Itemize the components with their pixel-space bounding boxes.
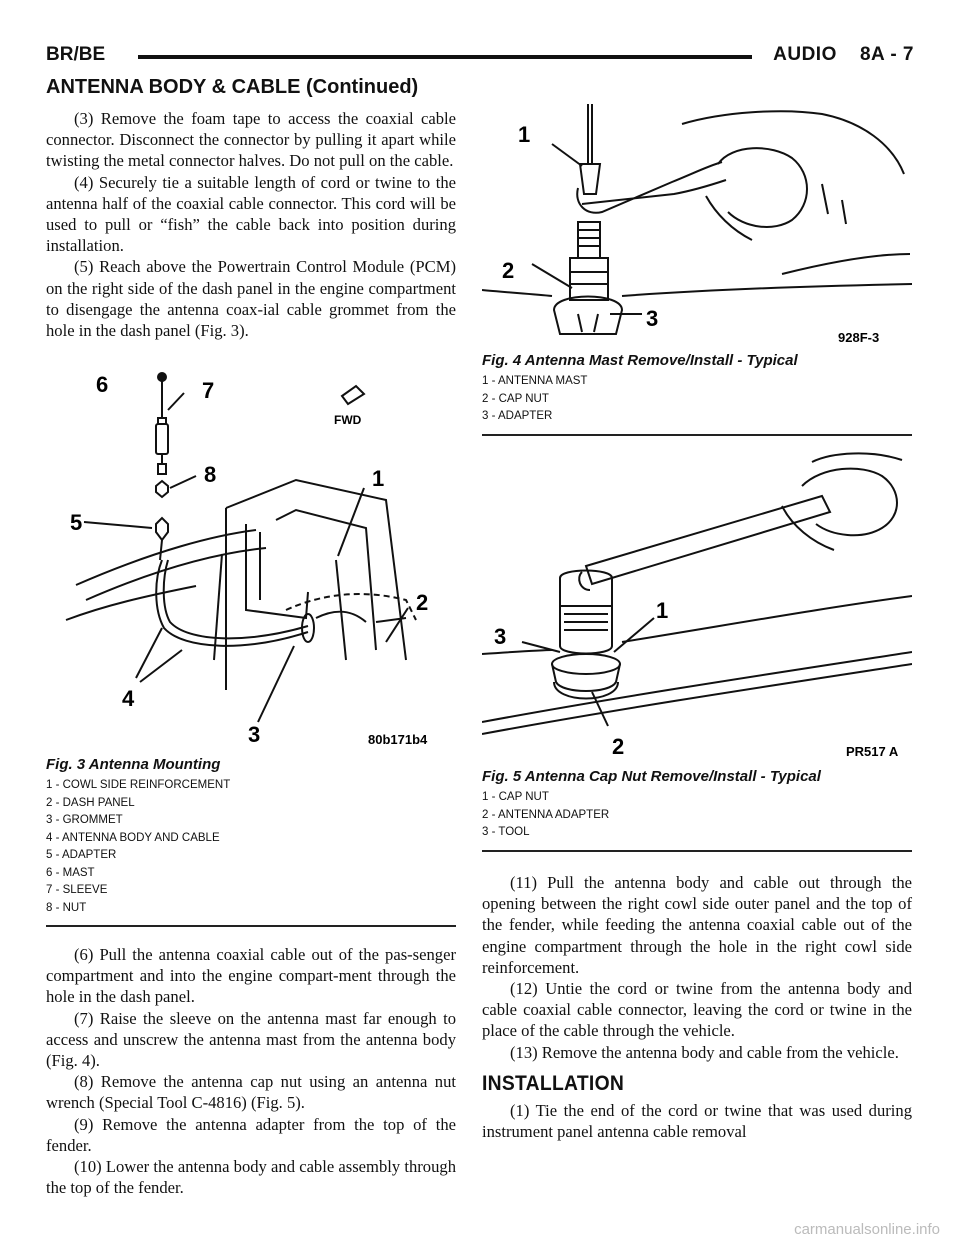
legend-item: 1 - CAP NUT (482, 791, 549, 803)
fig4-rule (482, 434, 912, 436)
fig5-callout-2: 2 (612, 734, 625, 759)
fig5-caption: Fig. 5 Antenna Cap Nut Remove/Install - Typical (482, 768, 821, 785)
fig4-legend (482, 373, 912, 426)
fig4-caption: Fig. 4 Antenna Mast Remove/Install - Typical (482, 352, 798, 369)
fig5-legend (482, 789, 912, 842)
right-column-text (482, 872, 912, 1142)
step-11: (11) Pull the antenna body and cable out through the opening between the right cowl side outer panel and the top of the fender, while feeding the antenna coaxial cable out of the engine compartment through the hole in the right cowl side reinforcement. (482, 873, 912, 977)
fwd-label: FWD (334, 413, 362, 427)
legend-item: 1 - COWL SIDE REINFORCEMENT (46, 779, 231, 791)
header-section-page: AUDIO 8A - 7 (773, 44, 914, 65)
watermark: carmanualsonline.info (794, 1221, 940, 1238)
legend-item: 4 - ANTENNA BODY AND CABLE (46, 831, 220, 844)
step-12: (12) Untie the cord or twine from the antenna body and cable coaxial cable connector, leaving the cord or twine in the place of the cable through the vehicle. (482, 979, 912, 1041)
figure-3 (46, 360, 456, 927)
fig3-callout-2: 2 (416, 590, 429, 615)
legend-item: 2 - ANTENNA ADAPTER (482, 808, 610, 821)
fig4-callout-3: 3 (646, 306, 659, 331)
fig3-callout-7: 7 (202, 378, 215, 403)
fig5-callout-3: 3 (494, 624, 507, 649)
install-step-1: (1) Tie the end of the cord or twine that was used during instrument panel antenna cable removal (482, 1101, 912, 1142)
fig3-callout-6: 6 (96, 372, 109, 397)
fig5-code: PR517 A (846, 744, 899, 759)
header-model: BR/BE (46, 44, 106, 65)
fig4-callout-2: 2 (502, 258, 515, 283)
antenna-cap-nut-illustration (482, 446, 912, 764)
fig3-callout-3: 3 (248, 722, 261, 747)
page-header (46, 44, 914, 70)
legend-item: 8 - NUT (46, 901, 87, 914)
continued-heading: ANTENNA BODY & CABLE (Continued) (46, 76, 419, 98)
legend-item: 3 - TOOL (482, 826, 530, 838)
figure-5 (482, 446, 912, 852)
step-3: (3) Remove the foam tape to access the coaxial cable connector. Disconnect the connector by pulling it apart while twisting the metal connector halves. Do not pull on the cable. (46, 109, 456, 171)
fig3-code: 80b171b4 (368, 732, 428, 747)
step-6: (6) Pull the antenna coaxial cable out of the pas-senger compartment and into the engine compart-ment through the hole in the dash panel. (46, 945, 456, 1007)
fig3-callout-5: 5 (70, 510, 83, 535)
step-9: (9) Remove the antenna adapter from the top of the fender. (46, 1114, 456, 1155)
fig3-caption: Fig. 3 Antenna Mounting (46, 756, 221, 773)
legend-item: 6 - MAST (46, 866, 95, 879)
antenna-mast-illustration (482, 104, 912, 348)
step-5: (5) Reach above the Powertrain Control Module (PCM) on the right side of the dash panel in the engine compartment to disengage the antenna coax-ial cable grommet from the hole in the dash panel (Fig. 3). (46, 257, 456, 341)
antenna-mounting-illustration (46, 360, 456, 752)
fig3-rule (46, 925, 456, 927)
step-4: (4) Securely tie a suitable length of cord or twine to the antenna half of the coaxial cable connector. This cord will be used to pull or “fish” the cable back into position during installation. (46, 172, 456, 256)
left-column-bottom (46, 944, 456, 1198)
legend-item: 3 - GROMMET (46, 814, 123, 826)
fig3-callout-4: 4 (122, 686, 135, 711)
fig4-code: 928F-3 (838, 330, 880, 345)
installation-heading: INSTALLATION (482, 1071, 625, 1095)
legend-item: 3 - ADAPTER (482, 410, 553, 422)
legend-item: 2 - CAP NUT (482, 392, 549, 405)
fig3-legend (46, 777, 456, 917)
step-8: (8) Remove the antenna cap nut using an antenna nut wrench (Special Tool C-4816) (Fig. 5). (46, 1072, 456, 1113)
step-10: (10) Lower the antenna body and cable assembly through the top of the fender. (46, 1157, 456, 1198)
fig5-rule (482, 850, 912, 852)
left-column-top (46, 108, 456, 341)
figure-4 (482, 104, 912, 436)
legend-item: 1 - ANTENNA MAST (482, 375, 588, 387)
step-13: (13) Remove the antenna body and cable from the vehicle. (510, 1042, 899, 1062)
legend-item: 7 - SLEEVE (46, 884, 108, 896)
fig5-callout-1: 1 (656, 598, 669, 623)
header-rule (138, 55, 752, 59)
legend-item: 5 - ADAPTER (46, 849, 117, 861)
fig4-callout-1: 1 (518, 122, 531, 147)
step-7: (7) Raise the sleeve on the antenna mast far enough to access and unscrew the antenna mast from the antenna body (Fig. 4). (46, 1008, 456, 1071)
fig3-callout-8: 8 (204, 462, 217, 487)
legend-item: 2 - DASH PANEL (46, 796, 135, 809)
fig3-callout-1: 1 (372, 466, 385, 491)
